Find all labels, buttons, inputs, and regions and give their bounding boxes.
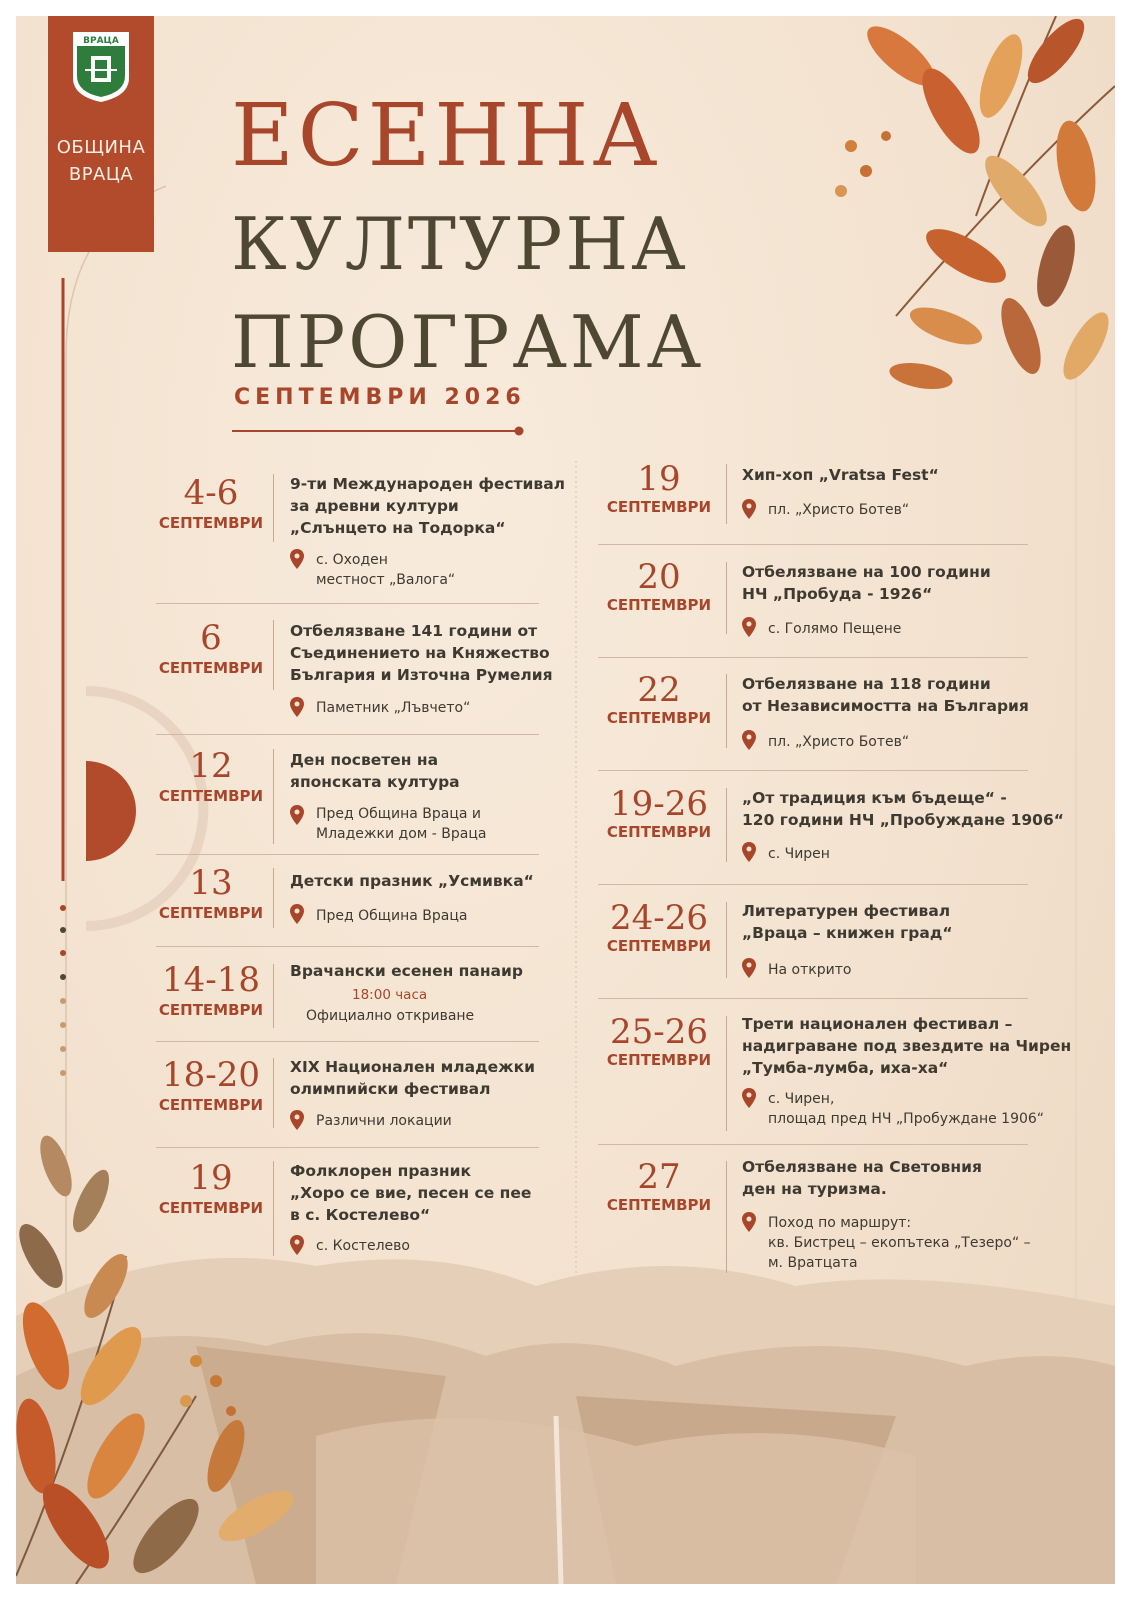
event-date: 6 (200, 618, 222, 658)
event-title: Врачански есенен панаир (290, 962, 523, 980)
event-title: Отбелязване на 100 години НЧ „Пробуда - 1926“ (742, 563, 991, 603)
location-pin-icon (742, 730, 756, 750)
event-date: 27 (637, 1157, 681, 1197)
crest-text: ВРАЦА (83, 36, 119, 46)
event-title: XIX Национален младежки олимпийски фестивал (290, 1058, 535, 1098)
municipality-crest (71, 30, 131, 104)
date-divider (726, 1016, 727, 1131)
event-location: Пред Община Враца и Младежки дом - Враца (316, 806, 487, 842)
autumn-leaves-top-right (835, 16, 1115, 393)
event-separator (156, 1041, 539, 1042)
date-divider (273, 868, 274, 928)
event-location: с. Чирен (768, 846, 830, 862)
dots-column (60, 905, 66, 1076)
event-separator (156, 854, 539, 855)
event-date: 19 (189, 1158, 233, 1198)
event-location: пл. „Христо Ботев“ (768, 734, 910, 750)
title-line-2: КУЛТУРНА (231, 202, 689, 286)
event-location: Паметник „Лъвчето“ (316, 700, 471, 716)
location-pin-icon (742, 1212, 756, 1232)
event-month: СЕПТЕМВРИ (158, 904, 264, 922)
subtitle: СЕПТЕМВРИ 2026 (234, 385, 526, 410)
date-divider (273, 620, 274, 690)
date-divider (726, 1161, 727, 1273)
municipality-badge (48, 16, 154, 252)
event-date: 14-18 (161, 960, 260, 1000)
event-separator (598, 998, 1028, 999)
location-pin-icon (742, 958, 756, 978)
date-divider (726, 562, 727, 634)
event-separator (156, 1147, 539, 1148)
event-title: 9-ти Международен фестивал за древни култури „Слънцето на Тодорка“ (290, 475, 566, 537)
event-month: СЕПТЕМВРИ (606, 709, 712, 727)
title-line-3: ПРОГРАМА (231, 300, 705, 384)
event-location: пл. „Христо Ботев“ (768, 502, 910, 518)
event-title: Литературен фестивал „Враца – книжен град“ (742, 902, 953, 942)
event-separator (156, 603, 539, 604)
event-date: 13 (189, 863, 233, 903)
event-date: 25-26 (609, 1012, 708, 1052)
municipality-line1: ОБЩИНА (56, 137, 146, 158)
location-pin-icon (290, 549, 304, 569)
event-month: СЕПТЕМВРИ (606, 596, 712, 614)
event-month: СЕПТЕМВРИ (606, 1196, 712, 1214)
event-month: СЕПТЕМВРИ (158, 787, 264, 805)
event-title: Отбелязване на Световния ден на туризма. (742, 1158, 982, 1198)
event-separator (156, 734, 539, 735)
event-separator (598, 884, 1028, 885)
location-pin-icon (742, 1088, 756, 1108)
location-pin-icon (742, 617, 756, 637)
date-divider (273, 749, 274, 844)
event-title: „От традиция към бъдеще“ - 120 години НЧ „Пробуждане 1906“ (742, 789, 1064, 829)
event-month: СЕПТЕМВРИ (158, 1001, 264, 1019)
event-date: 24-26 (609, 898, 708, 938)
event-date: 20 (637, 557, 681, 597)
event-month: СЕПТЕМВРИ (606, 1051, 712, 1069)
event-location: с. Костелево (316, 1238, 410, 1254)
location-pin-icon (290, 697, 304, 717)
event-month: СЕПТЕМВРИ (606, 823, 712, 841)
event-month: СЕПТЕМВРИ (158, 514, 264, 532)
event-date: 22 (637, 670, 681, 710)
location-pin-icon (742, 499, 756, 519)
event-title: Трети национален фестивал – надигpаване под звездите на Чирен „Тумба-лумба, иха-ха“ (742, 1015, 1072, 1077)
event-location: с. Голямо Пещене (768, 621, 902, 637)
event-date: 19-26 (609, 784, 708, 824)
event-title: Хип-хоп „Vratsa Fest“ (742, 466, 939, 484)
date-divider (726, 902, 727, 978)
event-location: Пред Община Враца (316, 908, 468, 924)
event-location: с. Чирен, площад пред НЧ „Пробуждане 1906“ (768, 1091, 1045, 1127)
date-divider (273, 1058, 274, 1128)
date-divider (726, 788, 727, 862)
event-separator (598, 1144, 1028, 1145)
event-title: Детски празник „Усмивка“ (290, 872, 534, 890)
event-title: Отбелязване на 118 години от Независимостта на България (742, 675, 1029, 715)
event-title: Ден посветен на японската култура (290, 751, 460, 791)
date-divider (726, 464, 727, 524)
date-divider (726, 674, 727, 748)
event-title: Фолклорен празник „Хоро се вие, песен се пее в с. Костелево“ (290, 1162, 532, 1224)
event-date: 18-20 (161, 1055, 260, 1095)
event-note: Официално откриване (306, 1008, 475, 1024)
event-date: 4-6 (183, 473, 239, 513)
event-location: На открито (768, 962, 852, 978)
municipality-line2: ВРАЦА (68, 164, 134, 185)
event-time: 18:00 часа (352, 987, 428, 1003)
location-pin-icon (290, 1235, 304, 1255)
date-divider (273, 964, 274, 1028)
event-date: 12 (189, 746, 233, 786)
event-title: Отбелязване 141 години от Съединението на Княжество България и Източна Румелия (290, 622, 553, 684)
date-divider (273, 1161, 274, 1256)
event-location: с. Оходен местност „Валога“ (316, 552, 456, 588)
location-pin-icon (290, 805, 304, 825)
date-divider (273, 474, 274, 542)
event-month: СЕПТЕМВРИ (158, 1199, 264, 1217)
event-location: Поход по маршрут: кв. Бистрец – екопътека „Тезеро“ – м. Вратцата (768, 1215, 1031, 1271)
location-pin-icon (290, 904, 304, 924)
event-separator (156, 946, 539, 947)
event-separator (598, 544, 1028, 545)
event-date: 19 (637, 459, 681, 499)
location-pin-icon (290, 1110, 304, 1130)
event-location: Различни локации (316, 1113, 452, 1129)
title-line-1: ЕСЕННА (231, 86, 662, 186)
poster (16, 16, 1115, 1584)
location-pin-icon (742, 842, 756, 862)
event-separator (598, 770, 1028, 771)
event-month: СЕПТЕМВРИ (158, 1096, 264, 1114)
municipality-name (48, 134, 154, 188)
event-month: СЕПТЕМВРИ (606, 937, 712, 955)
event-month: СЕПТЕМВРИ (158, 659, 264, 677)
event-month: СЕПТЕМВРИ (606, 498, 712, 516)
event-separator (598, 657, 1028, 658)
